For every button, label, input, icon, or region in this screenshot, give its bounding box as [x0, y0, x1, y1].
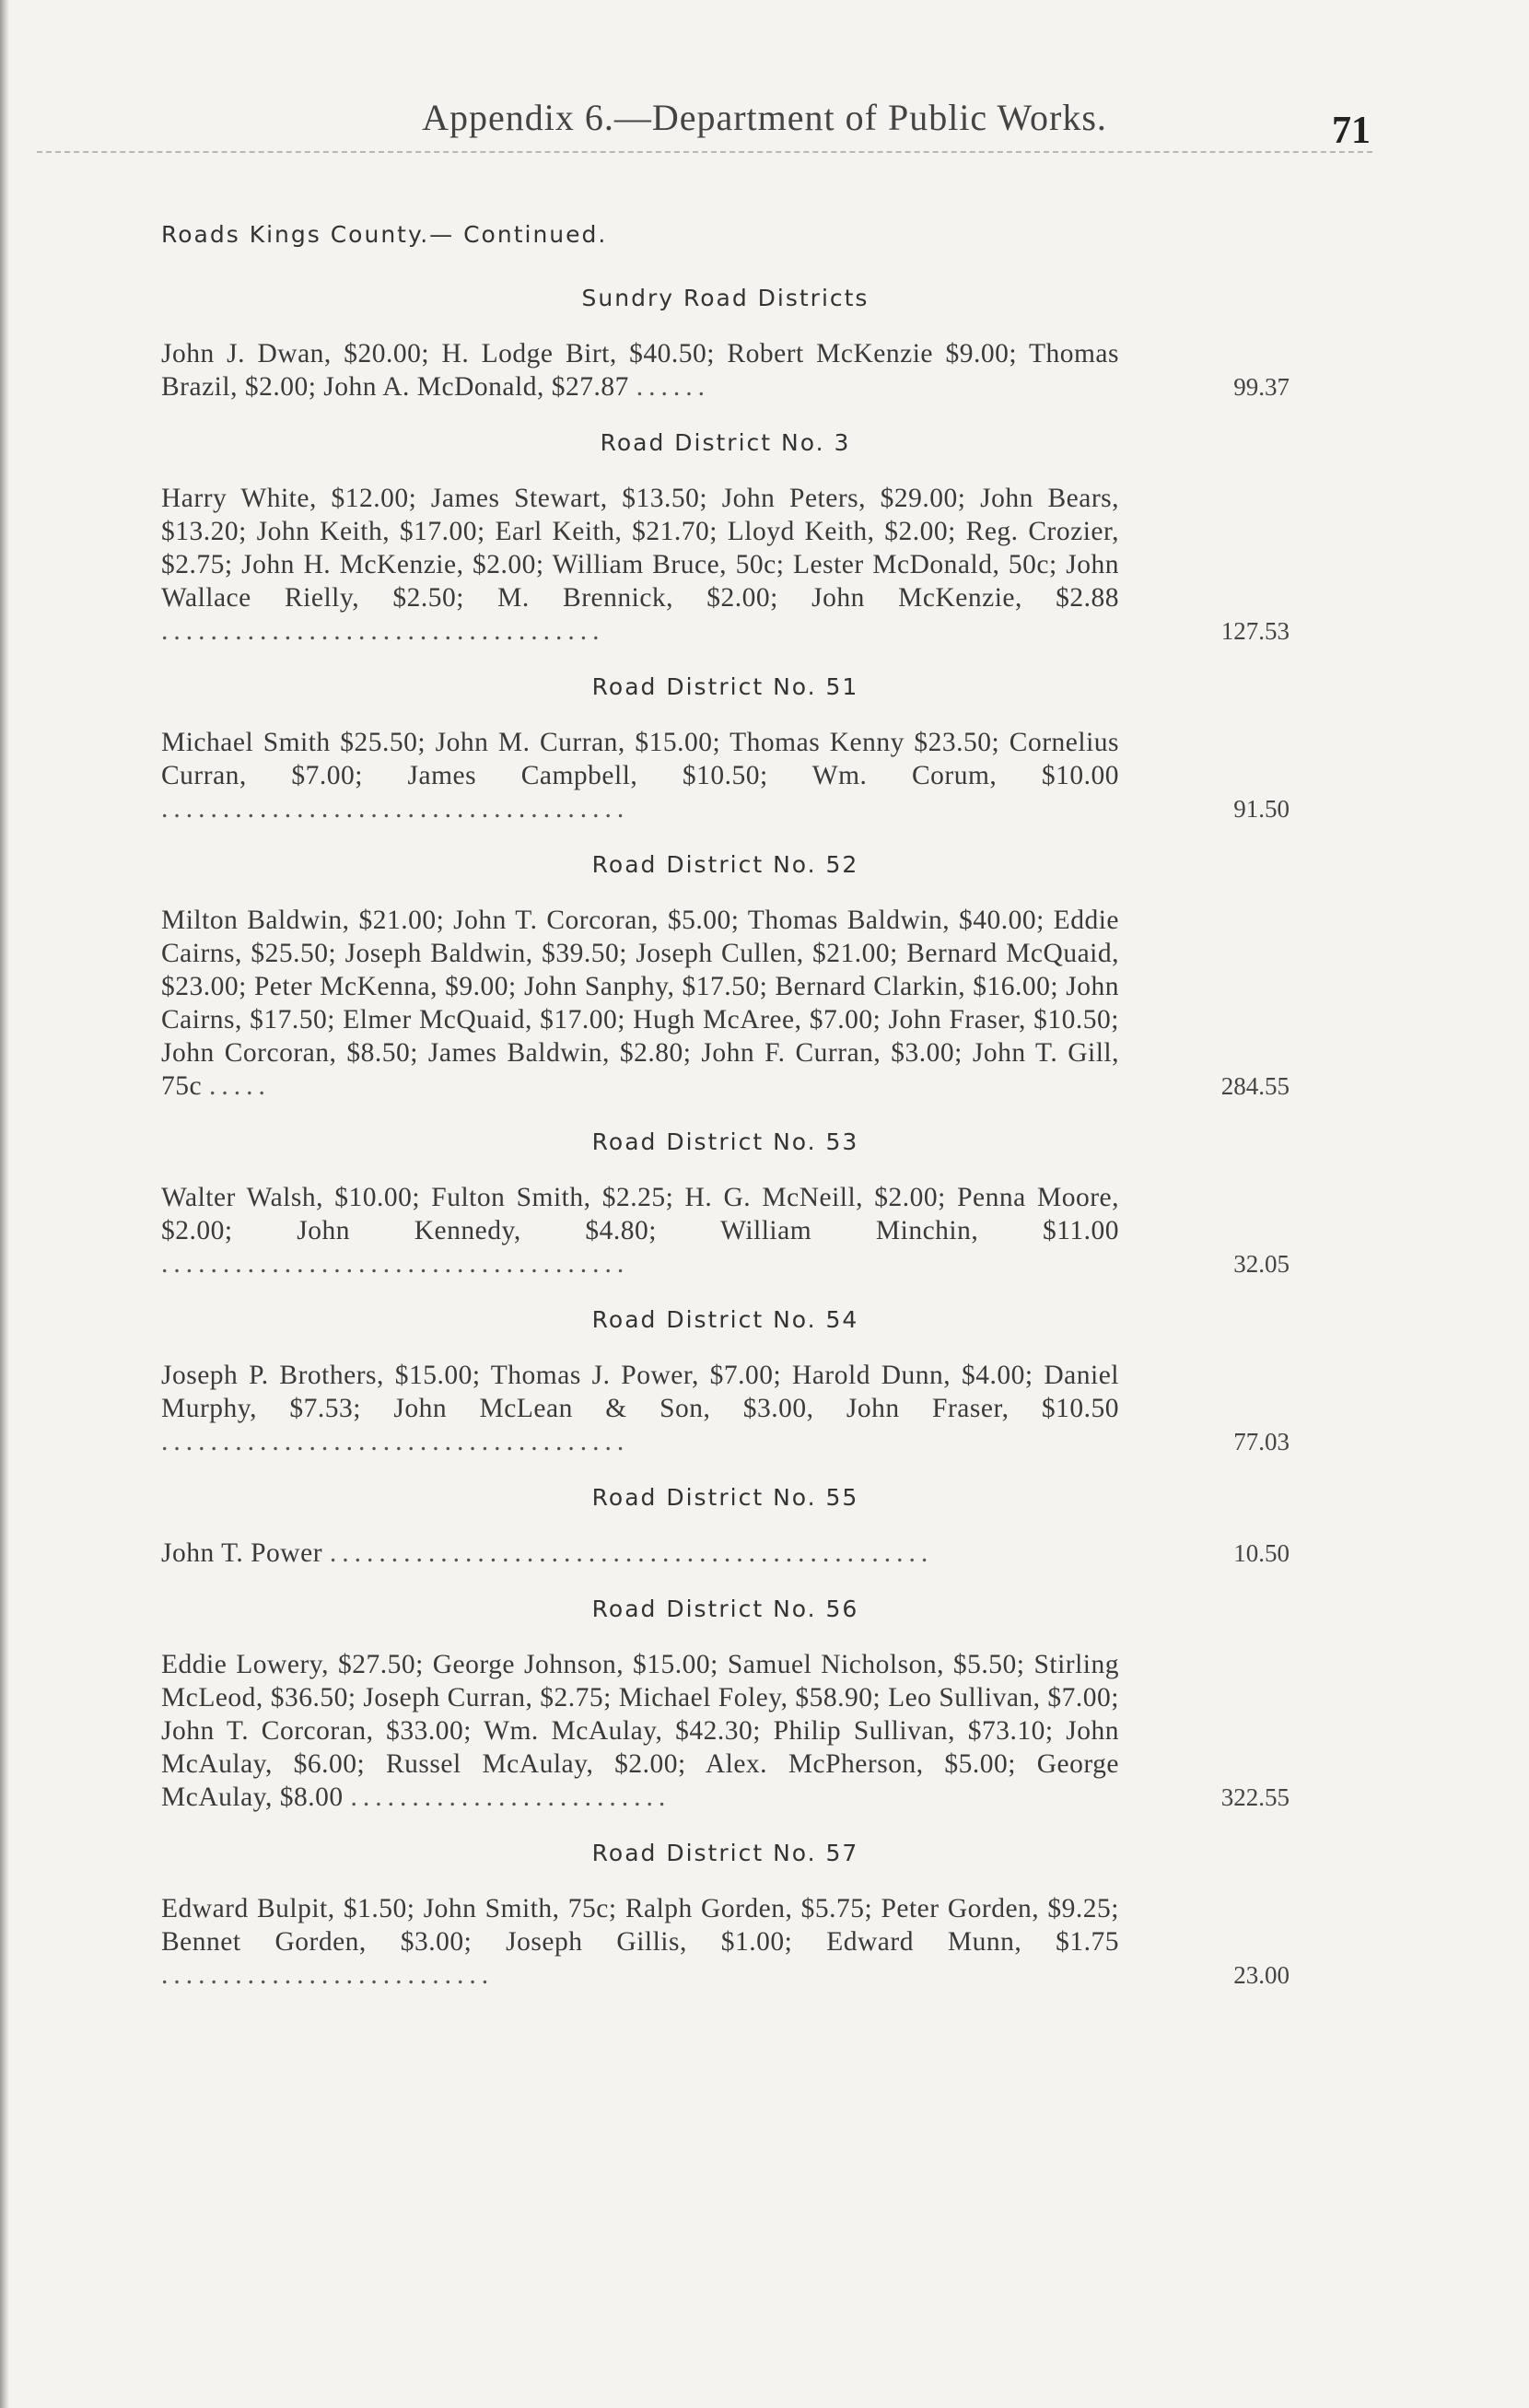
entry-names: Michael Smith $25.50; John M. Curran, $15.00; Thomas Kenny $23.50; Cornelius Curran, $7.00; James Campbell, $10.50; Wm. Corum, $10.00	[161, 728, 1119, 790]
district-55	[161, 1484, 1290, 1570]
dot-leader: ..........................	[350, 1783, 671, 1812]
dot-leader: ......................................	[161, 1427, 630, 1456]
entry-text	[161, 1648, 1119, 1814]
district-entry	[161, 1181, 1290, 1280]
district-entry	[161, 1648, 1290, 1814]
district-heading: Road District No. 51	[591, 673, 859, 700]
district-total: 23.00	[1233, 1961, 1290, 1989]
district-total: 10.50	[1233, 1539, 1290, 1567]
running-head-title: Appendix 6.—Department of Public Works.	[422, 97, 1107, 138]
district-53	[161, 1128, 1290, 1280]
entry-text	[161, 1359, 1119, 1458]
entry-names: Walter Walsh, $10.00; Fulton Smith, $2.25; H. G. McNeill, $2.00; Penna Moore, $2.00; John Kennedy, $4.80; William Minchin, $11.00	[161, 1183, 1119, 1245]
entry-text	[161, 337, 1119, 403]
dot-leader: ......................................	[161, 1249, 630, 1279]
dot-leader: .................................................	[329, 1538, 934, 1568]
district-total: 322.55	[1220, 1783, 1290, 1811]
district-heading: Road District No. 56	[591, 1596, 859, 1622]
district-heading: Road District No. 57	[591, 1840, 859, 1866]
dot-leader: .....	[208, 1071, 271, 1101]
header-rule	[37, 151, 1372, 153]
district-3	[161, 429, 1290, 648]
district-entry	[161, 1359, 1290, 1458]
district-56	[161, 1596, 1290, 1814]
entry-names: Edward Bulpit, $1.50; John Smith, 75c; Ralph Gorden, $5.75; Peter Gorden, $9.25; Bennet Gorden, $3.00; Joseph Gillis, $1.00; Edward Munn, $1.75	[161, 1894, 1119, 1957]
district-total: 127.53	[1220, 617, 1290, 645]
page-number: 71	[1332, 110, 1371, 152]
entry-text	[161, 1537, 1119, 1570]
entry-text	[161, 1892, 1119, 1992]
dot-leader: ....................................	[161, 616, 605, 646]
dot-leader: ......	[636, 372, 710, 402]
district-heading: Road District No. 3	[600, 429, 851, 456]
district-heading: Sundry Road Districts	[581, 285, 870, 311]
district-heading: Road District No. 55	[591, 1484, 859, 1511]
district-heading: Road District No. 54	[591, 1306, 859, 1333]
district-entry	[161, 1892, 1290, 1992]
district-entry	[161, 904, 1290, 1103]
district-sundry	[161, 285, 1290, 403]
district-entry	[161, 337, 1290, 403]
district-total: 32.05	[1233, 1250, 1290, 1278]
district-total: 77.03	[1233, 1428, 1290, 1455]
entry-names: Harry White, $12.00; James Stewart, $13.50; John Peters, $29.00; John Bears, $13.20; John Keith, $17.00; Earl Keith, $21.70; Lloyd Keith, $2.00; Reg. Crozier, $2.75; John H. McKenzie, $2.00; William Bruce, 50c; Lester McDonald, 50c; John Wallace Rielly, $2.50; M. Brennick, $2.00; John McKenzie, $2.88	[161, 484, 1119, 613]
page-binding-edge	[0, 0, 9, 2408]
entry-names: Milton Baldwin, $21.00; John T. Corcoran, $5.00; Thomas Baldwin, $40.00; Eddie Cairns, $25.50; Joseph Baldwin, $39.50; Joseph Cullen, $21.00; Bernard McQuaid, $23.00; Peter McKenna, $9.00; John Sanphy, $17.50; Bernard Clarkin, $16.00; John Cairns, $17.50; Elmer McQuaid, $17.00; Hugh McAree, $7.00; John Fraser, $10.50; John Corcoran, $8.50; James Baldwin, $2.80; John F. Curran, $3.00; John T. Gill, 75c	[161, 906, 1119, 1101]
section-label: Roads Kings County.— Continued.	[161, 221, 608, 248]
district-52	[161, 851, 1290, 1103]
dot-leader: ...........................	[161, 1960, 495, 1990]
entry-text	[161, 482, 1119, 648]
district-entry	[161, 482, 1290, 648]
entry-text	[161, 904, 1119, 1103]
district-total: 91.50	[1233, 795, 1290, 823]
district-57	[161, 1840, 1290, 1992]
entry-names: John T. Power	[161, 1538, 323, 1568]
district-heading: Road District No. 53	[591, 1128, 859, 1155]
entry-text	[161, 1181, 1119, 1280]
dot-leader: ......................................	[161, 794, 630, 824]
district-total: 99.37	[1233, 373, 1290, 401]
entry-names: John J. Dwan, $20.00; H. Lodge Birt, $40.50; Robert McKenzie $9.00; Thomas Brazil, $2.00; John A. McDonald, $27.87	[161, 339, 1119, 402]
district-total: 284.55	[1220, 1072, 1290, 1100]
entry-names: Eddie Lowery, $27.50; George Johnson, $15.00; Samuel Nicholson, $5.50; Stirling McLeod, $36.50; Joseph Curran, $2.75; Michael Foley, $58.90; Leo Sullivan, $7.00; John T. Corcoran, $33.00; Wm. McAulay, $42.30; Philip Sullivan, $73.10; John McAulay, $6.00; Russel McAulay, $2.00; Alex. McPherson, $5.00; George McAulay, $8.00	[161, 1650, 1119, 1812]
entry-names: Joseph P. Brothers, $15.00; Thomas J. Power, $7.00; Harold Dunn, $4.00; Daniel Murphy, $7.53; John McLean & Son, $3.00, John Fraser, $10.50	[161, 1361, 1119, 1423]
district-54	[161, 1306, 1290, 1458]
page-body	[161, 221, 1290, 2017]
district-51	[161, 673, 1290, 825]
entry-text	[161, 726, 1119, 825]
district-entry	[161, 726, 1290, 825]
district-heading: Road District No. 52	[591, 851, 859, 878]
district-entry	[161, 1537, 1290, 1570]
